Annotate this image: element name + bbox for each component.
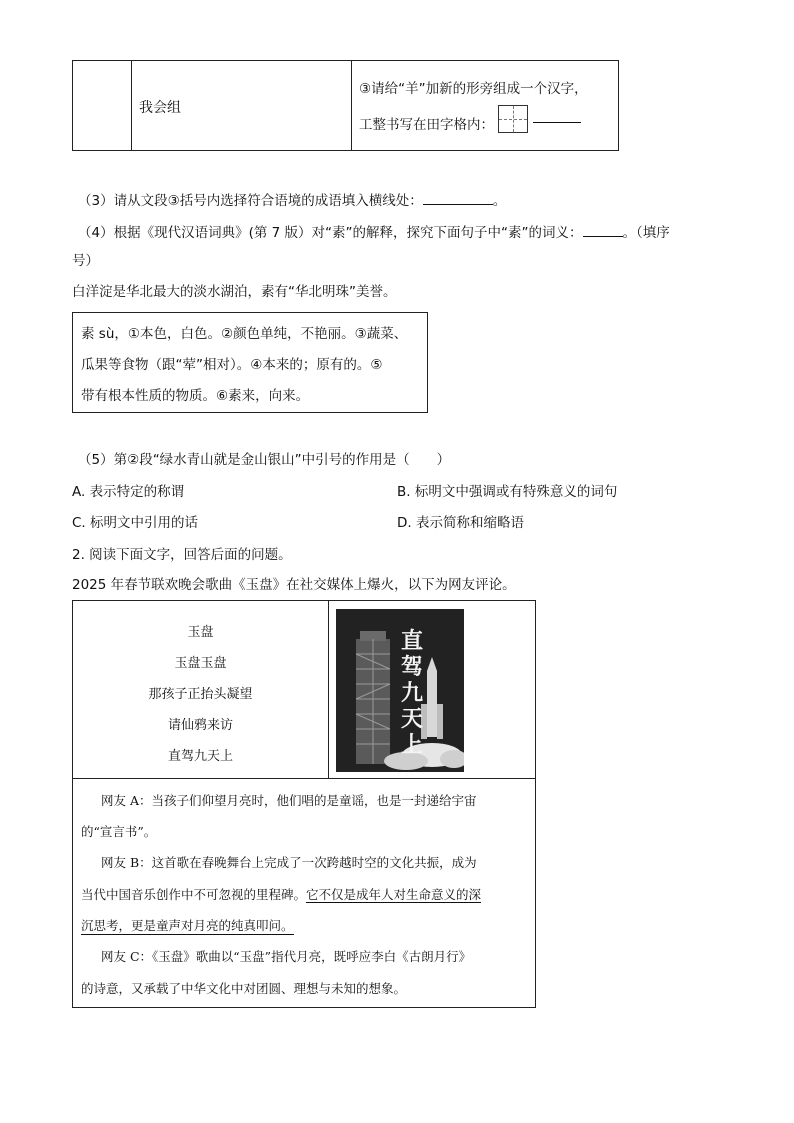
q3-row (78, 190, 506, 210)
q5-question: （5）第②段“绿水青山就是金山银山”中引号的作用是（ ） (78, 452, 451, 468)
q3-end: 。 (492, 193, 507, 209)
definition-box (72, 312, 428, 413)
table-blank-cell (73, 61, 132, 150)
answer-blank[interactable] (533, 108, 581, 123)
tian-zi-ge-grid[interactable] (498, 105, 528, 133)
poem-line-4: 请仙鸦来访 (167, 718, 233, 733)
definition-line-1: 素 sù，①本色，白色。②颜色单纯，不艳丽。③蔬菜、 (81, 326, 408, 342)
comment-b-underlined-start: 它不仅是成年人对生命意义的深 (306, 887, 482, 902)
q3-instruction-line2-row (359, 105, 581, 133)
q3-text: （3）请从文段③括号内选择符合语境的成语填入横线处： (78, 193, 423, 209)
poster-title: 直驾九天上 (400, 629, 423, 758)
q3-answer-blank[interactable] (423, 190, 493, 205)
comment-b-line2a: 当代中国音乐创作中不可忽视的里程碑。 (81, 887, 307, 902)
q4-text-end: 。（填序 (622, 225, 670, 241)
poem-line-1: 玉盘 (187, 625, 214, 640)
song-comment-table (72, 600, 536, 1008)
definition-line-3: 带有根本性质的物质。⑥素来，向来。 (81, 388, 310, 404)
comment-a-line2: 的“宣言书”。 (81, 824, 157, 839)
q4-line2: 号） (72, 253, 99, 269)
comment-c-line1: 网友 C：《玉盘》歌曲以“玉盘”指代月亮，既呼应李白《古朗月行》 (101, 949, 472, 964)
comment-b-line2-row (81, 885, 481, 903)
q4-text: （4）根据《现代汉语词典》(第 7 版）对“素”的解释，探究下面句子中“素”的词义： (78, 225, 583, 241)
poem-line-5: 直驾九天上 (167, 749, 233, 764)
rocket-poster-image (336, 609, 464, 772)
example-sentence: 白洋淀是华北最大的淡水湖泊，素有“华北明珠”美誉。 (72, 284, 397, 300)
q4-row (78, 222, 670, 242)
option-a[interactable]: A. 表示特定的称谓 (72, 484, 185, 500)
comment-b-underlined-end: 沉思考，更是童声对月亮的纯真叩问。 (81, 918, 294, 933)
definition-line-2: 瓜果等食物（跟“荤”相对）。④本来的；原有的。⑤ (81, 357, 383, 373)
q4-answer-blank[interactable] (583, 222, 623, 237)
comment-a-line1: 网友 A：当孩子们仰望月亮时，他们唱的是童谣，也是一封递给宇宙 (101, 793, 477, 808)
q2-title: 2. 阅读下面文字，回答后面的问题。 (72, 547, 292, 563)
q3-instruction-line2: 工整书写在田字格内： (359, 117, 494, 133)
option-c[interactable]: C. 标明文中引用的话 (72, 515, 199, 531)
table-label-cell (131, 61, 352, 150)
comment-b-line1: 网友 B：这首歌在春晚舞台上完成了一次跨越时空的文化共振，成为 (101, 855, 477, 870)
comment-c-line2: 的诗意，又承载了中华文化中对团圆、理想与未知的想象。 (81, 981, 407, 996)
option-b[interactable]: B. 标明文中强调或有特殊意义的词句 (397, 484, 618, 500)
table-question-cell (351, 61, 618, 150)
q2-intro: 2025 年春节联欢晚会歌曲《玉盘》在社交媒体上爆火，以下为网友评论。 (72, 577, 516, 593)
word-building-table (72, 60, 619, 151)
table-label: 我会组 (139, 100, 181, 116)
q3-instruction-line1: ③请给“羊”加新的形旁组成一个汉字， (359, 81, 588, 97)
option-d[interactable]: D. 表示简称和缩略语 (397, 515, 524, 531)
poem-line-2: 玉盘玉盘 (174, 656, 227, 671)
poem-line-3: 那孩子正抬头凝望 (148, 687, 253, 702)
